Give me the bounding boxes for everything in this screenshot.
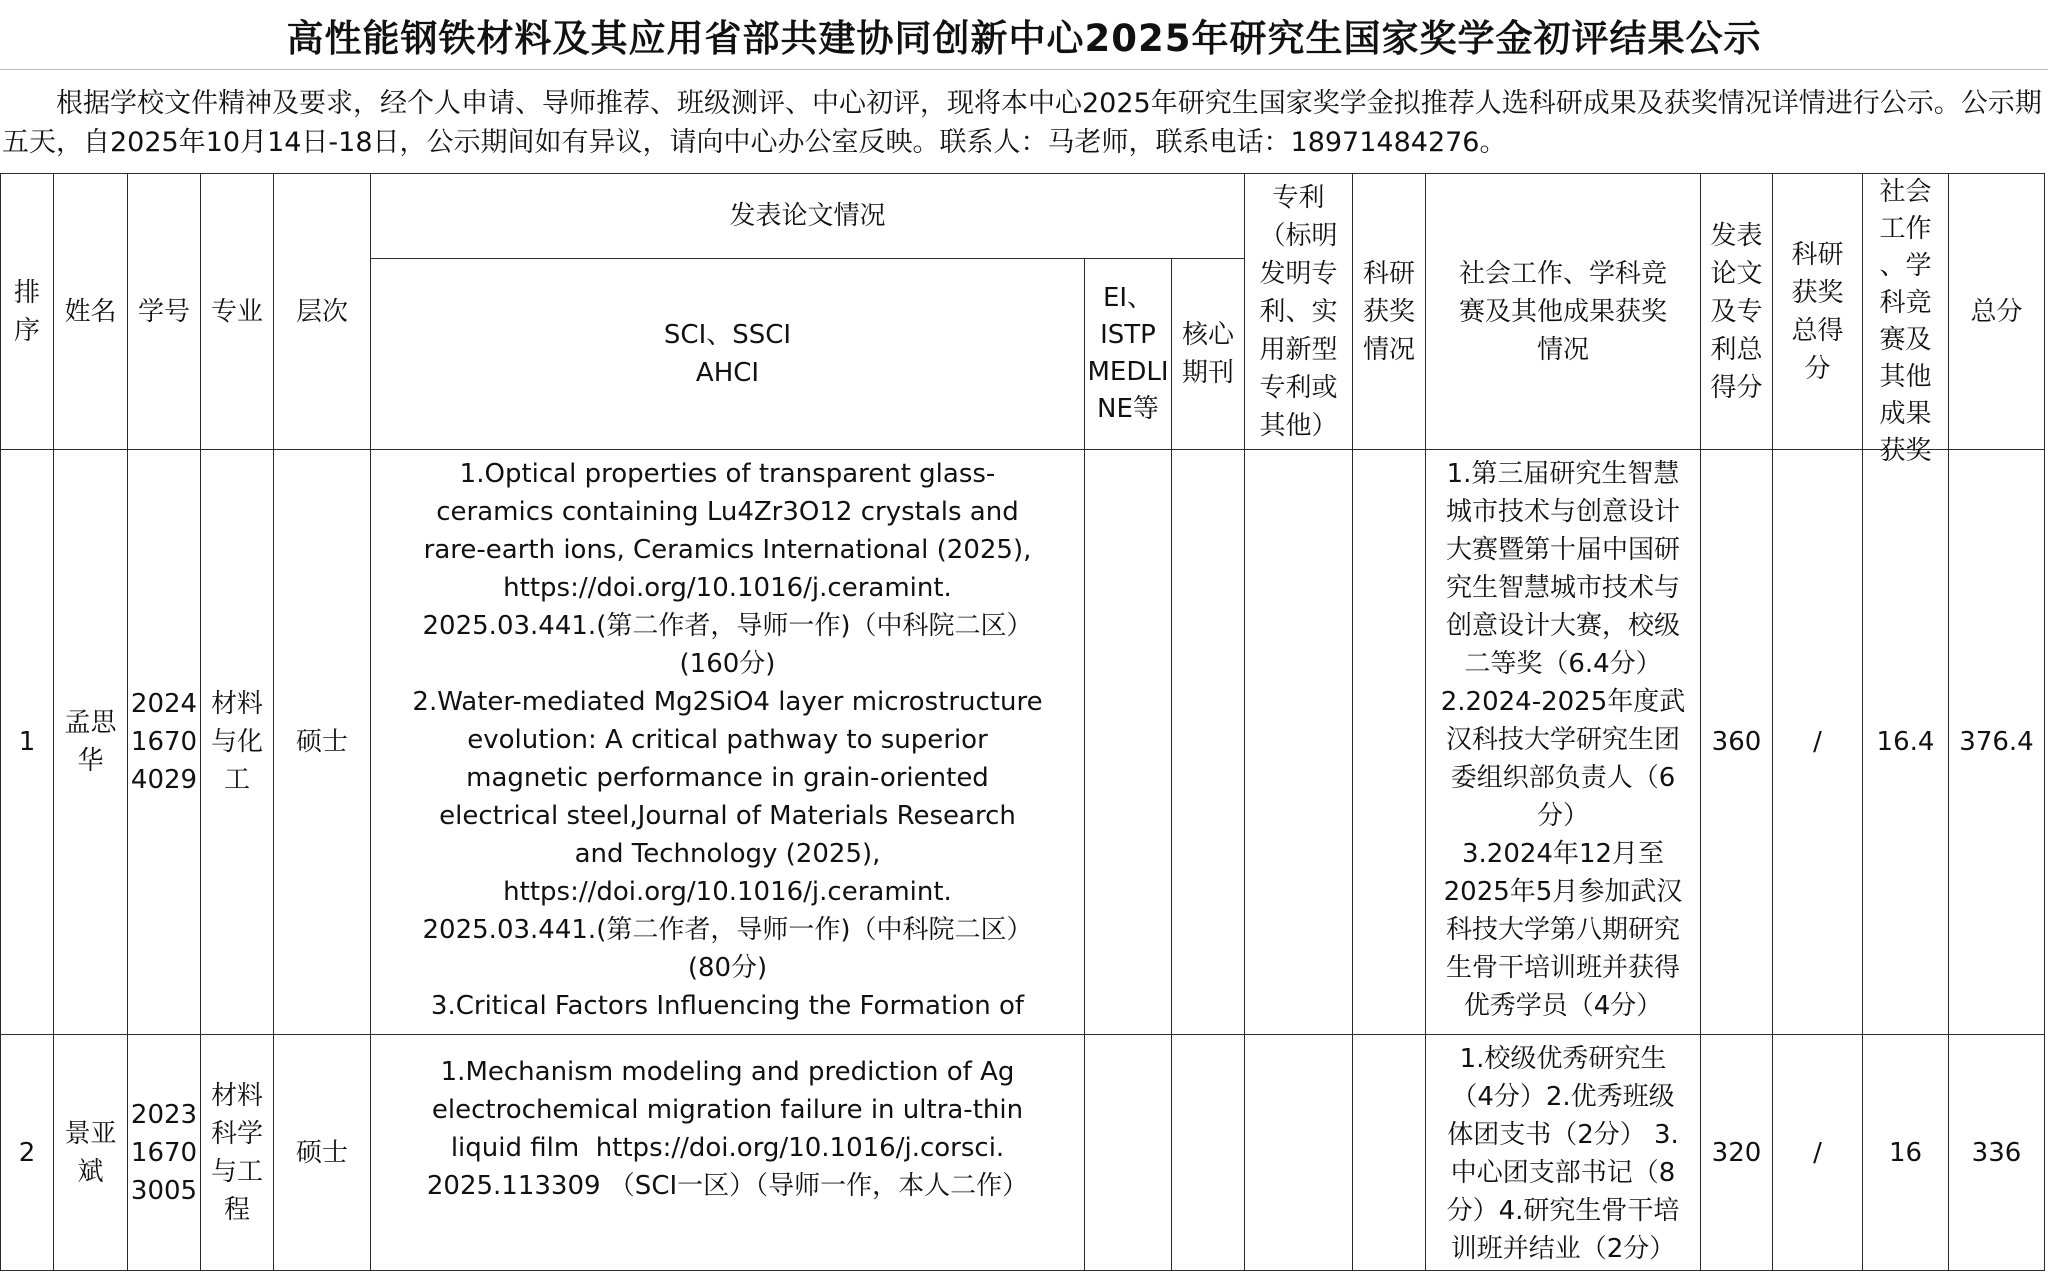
- row-core-journal: [1172, 1035, 1245, 1271]
- header-award-score: 科研 获奖 总得 分: [1773, 174, 1863, 450]
- row-total: 376.4: [1949, 450, 2045, 1035]
- row-sci-papers: 1.Optical properties of transparent glass- ceramics containing Lu4Zr3O12 crystals and rare-earth ions, Ceramics International (2025), https://doi.org/10.1016/j.ceramint. 2025.03.441.(第二作者，导师一作)（中科院二区） (160分) 2.Water-mediated Mg2SiO4 layer microstructure evolution: A critical pathway to superior magnetic performance in grain-oriented electrical steel,Journal of Materials Research and Technology (2025), https://doi.org/10.1016/j.ceramint. 2025.03.441.(第二作者，导师一作)（中科院二区） (80分) 3.Critical Factors Influencing the Formation of: [371, 450, 1085, 1035]
- row-social-work: 1.第三届研究生智慧 城市技术与创意设计 大赛暨第十届中国研 究生智慧城市技术与 创意设计大赛，校级 二等奖（6.4分） 2.2024-2025年度武 汉科技大学研究生团 委组织部负责人（6 分） 3.2024年12月至 2025年5月参加武汉 科技大学第八期研究 生骨干培训班并获得 优秀学员（4分）: [1426, 450, 1701, 1035]
- header-student-id: 学号: [128, 174, 201, 450]
- row-award-score: /: [1773, 1035, 1863, 1271]
- scholarship-table: [0, 173, 2045, 1271]
- header-major: 专业: [201, 174, 274, 450]
- row-research-award: [1353, 1035, 1426, 1271]
- header-research-award: 科研 获奖 情况: [1353, 174, 1426, 450]
- row-name: 孟思 华: [54, 450, 128, 1035]
- row-ei-papers: [1085, 450, 1172, 1035]
- header-paper-score: 发表 论文 及专 利总 得分: [1701, 174, 1773, 450]
- row-name: 景亚 斌: [54, 1035, 128, 1271]
- row-patent: [1245, 1035, 1353, 1271]
- row-research-award: [1353, 450, 1426, 1035]
- row-award-score: /: [1773, 450, 1863, 1035]
- row-student-id: 2024 1670 4029: [128, 450, 201, 1035]
- row-sci-papers: 1.Mechanism modeling and prediction of Ag electrochemical migration failure in ultra-thin liquid film https://doi.org/10.1016/j.corsci. 2025.113309 （SCI一区）（导师一作，本人二作）: [371, 1035, 1085, 1271]
- row-paper-score: 320: [1701, 1035, 1773, 1271]
- header-social-work: 社会工作、学科竞 赛及其他成果获奖 情况: [1426, 174, 1701, 450]
- header-total: 总分: [1949, 174, 2045, 450]
- row-level: 硕士: [274, 450, 371, 1035]
- row-major: 材料 科学 与工 程: [201, 1035, 274, 1271]
- row-student-id: 2023 1670 3005: [128, 1035, 201, 1271]
- row-rank: 1: [1, 450, 54, 1035]
- header-social-score: 社会 工作 、学 科竞 赛及 其他 成果 获奖: [1863, 174, 1949, 450]
- header-ei: EI、 ISTP MEDLI NE等: [1085, 259, 1172, 450]
- table-row: [1, 450, 2045, 1035]
- row-patent: [1245, 450, 1353, 1035]
- header-papers: 发表论文情况: [371, 174, 1245, 259]
- table-row: [1, 1035, 2045, 1271]
- row-social-score: 16: [1863, 1035, 1949, 1271]
- row-paper-score: 360: [1701, 450, 1773, 1035]
- row-major: 材料 与化 工: [201, 450, 274, 1035]
- header-level: 层次: [274, 174, 371, 450]
- row-level: 硕士: [274, 1035, 371, 1271]
- header-sci: SCI、SSCI AHCI: [371, 259, 1085, 450]
- row-social-work: 1.校级优秀研究生 （4分）2.优秀班级 体团支书（2分） 3. 中心团支部书记（8 分）4.研究生骨干培 训班并结业（2分）: [1426, 1035, 1701, 1271]
- announcement-text: 根据学校文件精神及要求，经个人申请、导师推荐、班级测评、中心初评，现将本中心2025年研究生国家奖学金拟推荐人选科研成果及获奖情况详情进行公示。公示期五天，自2025年10月14日-18日，公示期间如有异议，请向中心办公室反映。联系人：马老师，联系电话：18971484276。: [2, 88, 2042, 158]
- header-name: 姓名: [54, 174, 128, 450]
- row-ei-papers: [1085, 1035, 1172, 1271]
- page-title: 高性能钢铁材料及其应用省部共建协同创新中心2025年研究生国家奖学金初评结果公示: [0, 0, 2048, 70]
- row-rank: 2: [1, 1035, 54, 1271]
- header-rank: 排序: [1, 174, 54, 450]
- header-patent: 专利 （标明 发明专 利、实 用新型 专利或 其他）: [1245, 174, 1353, 450]
- row-total: 336: [1949, 1035, 2045, 1271]
- header-core-journal: 核心 期刊: [1172, 259, 1245, 450]
- row-core-journal: [1172, 450, 1245, 1035]
- row-social-score: 16.4: [1863, 450, 1949, 1035]
